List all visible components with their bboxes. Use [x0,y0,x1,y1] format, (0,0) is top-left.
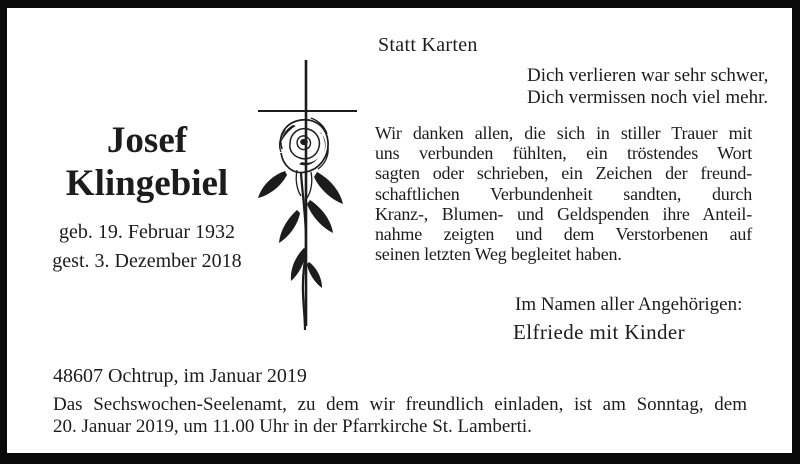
thanks-line: uns verbunden fühlten, ein tröstendes Wort [375,143,752,164]
verse-line-2: Dich vermissen noch viel mehr. [527,87,769,108]
thanks-line: sagten oder schrieben, ein Zeichen der freund- [375,163,752,184]
death-date: gest. 3. Dezember 2018 [52,250,242,272]
thanks-line: seinen letzten Weg begleitet haben. [375,244,622,265]
cross-rose-icon [245,52,375,344]
in-the-name-line: Im Namen aller Angehörigen: [515,294,743,315]
service-announcement [53,394,747,437]
statt-karten-note: Statt Karten [378,34,478,56]
deceased-name-block [47,119,247,276]
deceased-last-name: Klingebiel [65,163,229,204]
family-signature: Elfriede mit Kinder [513,320,686,344]
service-line: Das Sechswochen-Seelenamt, zu dem wir freundlich einladen, ist am Sonntag, dem [53,394,747,415]
deceased-first-name: Josef [106,120,188,161]
place-date-line: 48607 Ochtrup, im Januar 2019 [53,365,307,387]
thanks-paragraph [375,123,752,264]
service-line: 20. Januar 2019, um 11.00 Uhr in der Pfarrkirche St. Lamberti. [53,415,532,437]
thanks-line: schaftlichen Verbundenheit sandten, durch [375,183,752,204]
obituary-card [7,8,792,453]
thanks-line: Kranz-, Blumen- und Geldspenden ihre Anteil- [375,203,752,224]
verse-line-1: Dich verlieren war sehr schwer, [527,65,769,86]
memorial-verse [527,65,768,109]
thanks-line: Wir danken allen, die sich in stiller Trauer mit [375,123,752,143]
birth-date: geb. 19. Februar 1932 [58,221,236,243]
thanks-line: nahme zeigten und dem Verstorbenen auf [375,224,752,245]
life-dates [47,218,247,276]
